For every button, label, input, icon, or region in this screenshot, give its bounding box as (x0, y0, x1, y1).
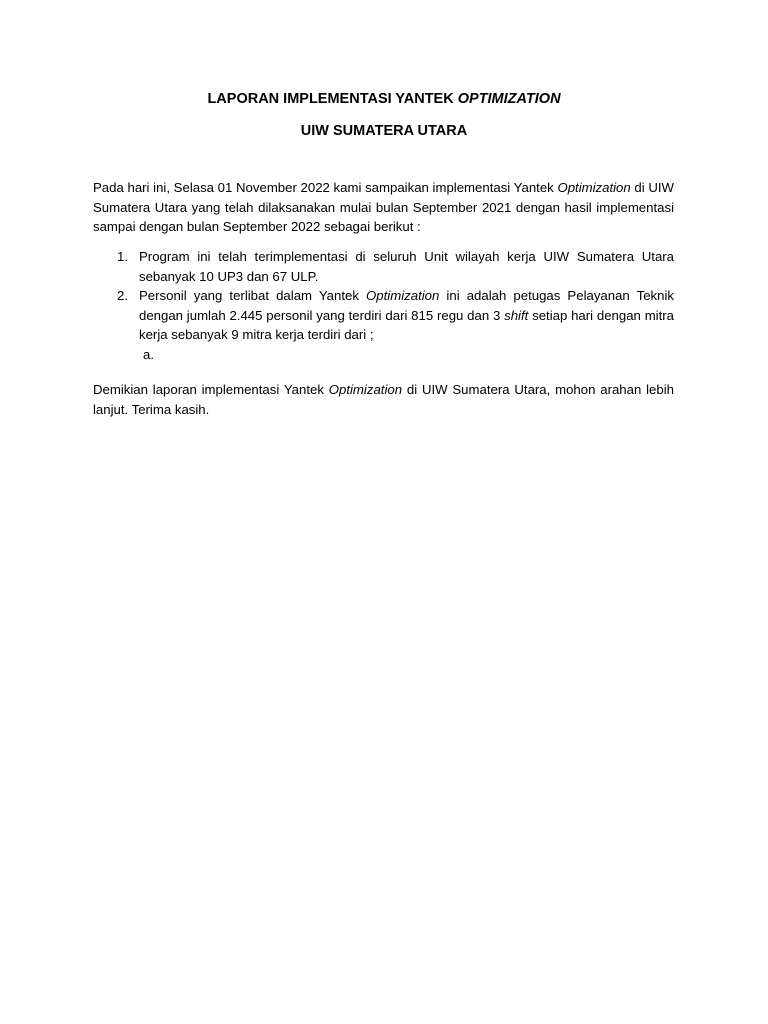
document-subtitle: UIW SUMATERA UTARA (300, 123, 468, 139)
sub-list-item-label: a. (143, 346, 154, 362)
closing-italic-text: Optimization (328, 382, 403, 397)
closing-text-part1: Demikian laporan implementasi Yantek (93, 382, 329, 397)
intro-text-part1: Pada hari ini, Selasa 01 November 2022 kami sampaikan implementasi Yantek (93, 180, 558, 195)
document-title (0, 90, 768, 108)
intro-paragraph (93, 178, 674, 237)
list-item-italic-2: shift (504, 307, 529, 323)
list-item-text-part2: ini adalah petugas Pelayanan Teknik dengan jumlah 2.445 personil yang terdiri dari 815 regu dan 3 (139, 288, 674, 323)
numbered-list (93, 247, 674, 364)
list-item-number: 2. (117, 288, 128, 303)
list-item-text-part1: Personil yang terlibat dalam Yantek (139, 288, 367, 303)
closing-text-part2: di UIW Sumatera Utara, mohon arahan lebih lanjut. Terima kasih. (93, 382, 674, 417)
title-italic-text: OPTIMIZATION (457, 91, 561, 107)
list-item (93, 286, 674, 345)
list-item (93, 247, 674, 286)
intro-text-part2: di UIW Sumatera Utara yang telah dilaksanakan mulai bulan September 2021 dengan hasil implementasi sampai dengan bulan September 2022 sebagai berikut : (93, 180, 674, 234)
sub-list-item (93, 345, 674, 365)
closing-paragraph (93, 380, 674, 419)
list-item-text-part3: setiap hari dengan mitra kerja sebanyak 9 mitra kerja terdiri dari ; (139, 307, 674, 342)
list-item-italic-1: Optimization (366, 288, 440, 303)
list-item-text: Program ini telah terimplementasi di seluruh Unit wilayah kerja UIW Sumatera Utara sebanyak 10 UP3 dan 67 ULP. (139, 249, 674, 284)
list-item-number: 1. (117, 249, 128, 264)
title-main-text: LAPORAN IMPLEMENTASI YANTEK (207, 91, 458, 107)
intro-italic-text: Optimization (557, 180, 631, 195)
